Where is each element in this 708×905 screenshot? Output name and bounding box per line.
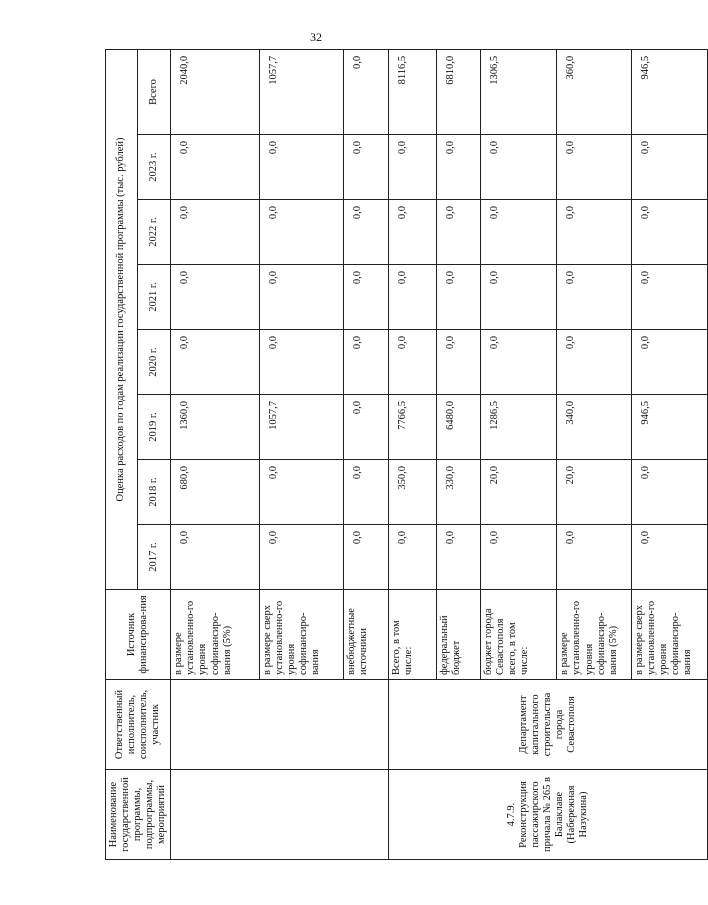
source-cell: внебюджетные источники <box>344 590 388 680</box>
header-year: 2019 г. <box>137 395 171 460</box>
total-cell: 360,0 <box>557 49 631 134</box>
value-cell: 0,0 <box>388 135 436 200</box>
value-cell: 0,0 <box>388 330 436 395</box>
header-year: 2017 г. <box>137 525 171 590</box>
value-cell: 0,0 <box>436 330 480 395</box>
value-cell: 0,0 <box>259 135 343 200</box>
source-cell: бюджет города Севастополя всего, в том числе: <box>481 590 557 680</box>
value-cell: 0,0 <box>344 200 388 265</box>
value-cell: 0,0 <box>171 525 259 590</box>
header-year: 2023 г. <box>137 135 171 200</box>
value-cell: 0,0 <box>481 135 557 200</box>
value-cell: 0,0 <box>259 460 343 525</box>
header-executor: Ответственный исполнитель, соисполнитель, участник <box>106 680 171 770</box>
executor-cell-continued <box>171 680 388 770</box>
header-name: Наименование государственной программы, подпрограммы, мероприятий <box>106 770 171 860</box>
value-cell: 1286,5 <box>481 395 557 460</box>
value-cell: 0,0 <box>344 395 388 460</box>
value-cell: 0,0 <box>557 525 631 590</box>
value-cell: 7766,5 <box>388 395 436 460</box>
name-cell-continued <box>171 770 388 860</box>
value-cell: 0,0 <box>171 135 259 200</box>
value-cell: 0,0 <box>388 200 436 265</box>
value-cell: 680,0 <box>171 460 259 525</box>
source-cell: в размере установленно-го уровня софинансиро-вания (5%) <box>171 590 259 680</box>
value-cell: 0,0 <box>436 265 480 330</box>
value-cell: 0,0 <box>481 265 557 330</box>
table-row <box>171 49 259 859</box>
value-cell: 0,0 <box>344 460 388 525</box>
source-cell: в размере сверх установленно-го уровня софинансиро-вания <box>259 590 343 680</box>
value-cell: 0,0 <box>388 525 436 590</box>
value-cell: 0,0 <box>631 200 707 265</box>
value-cell: 0,0 <box>481 330 557 395</box>
value-cell: 0,0 <box>557 135 631 200</box>
header-year: 2021 г. <box>137 265 171 330</box>
value-cell: 0,0 <box>259 330 343 395</box>
value-cell: 0,0 <box>344 330 388 395</box>
total-cell: 946,5 <box>631 49 707 134</box>
header-source: Источник финансирова-ния <box>106 590 171 680</box>
value-cell: 0,0 <box>259 200 343 265</box>
value-cell: 6480,0 <box>436 395 480 460</box>
value-cell: 0,0 <box>631 525 707 590</box>
value-cell: 0,0 <box>557 200 631 265</box>
table-row <box>388 49 436 859</box>
value-cell: 0,0 <box>436 135 480 200</box>
project-name: 4.7.9. Реконструкция пассажирского причала № 265 в Балаклаве (Набережная Назукина) <box>388 770 708 860</box>
total-cell: 1057,7 <box>259 49 343 134</box>
source-cell: федеральный бюджет <box>436 590 480 680</box>
header-total: Всего <box>137 49 171 134</box>
value-cell: 20,0 <box>481 460 557 525</box>
header-year: 2022 г. <box>137 200 171 265</box>
source-cell: в размере сверх установленно-го уровня софинансиро-вания <box>631 590 707 680</box>
value-cell: 0,0 <box>171 200 259 265</box>
value-cell: 0,0 <box>344 265 388 330</box>
total-cell: 8116,5 <box>388 49 436 134</box>
value-cell: 0,0 <box>481 200 557 265</box>
value-cell: 0,0 <box>171 330 259 395</box>
page-number: 32 <box>310 30 322 44</box>
value-cell: 0,0 <box>481 525 557 590</box>
value-cell: 0,0 <box>259 525 343 590</box>
value-cell: 350,0 <box>388 460 436 525</box>
total-cell: 0,0 <box>344 49 388 134</box>
value-cell: 0,0 <box>557 330 631 395</box>
value-cell: 946,5 <box>631 395 707 460</box>
value-cell: 0,0 <box>344 525 388 590</box>
value-cell: 0,0 <box>388 265 436 330</box>
project-executor: Департамент капитального строительства города Севастополя <box>388 680 708 770</box>
header-year: 2018 г. <box>137 460 171 525</box>
value-cell: 0,0 <box>344 135 388 200</box>
value-cell: 330,0 <box>436 460 480 525</box>
value-cell: 0,0 <box>259 265 343 330</box>
value-cell: 0,0 <box>631 265 707 330</box>
value-cell: 0,0 <box>171 265 259 330</box>
value-cell: 1057,7 <box>259 395 343 460</box>
header-estimate: Оценка расходов по годам реализации государственной программы (тыс. рублей) <box>106 49 138 589</box>
source-cell: Всего, в том числе: <box>388 590 436 680</box>
value-cell: 0,0 <box>631 330 707 395</box>
rotated-table-wrapper <box>105 50 705 860</box>
header-year: 2020 г. <box>137 330 171 395</box>
value-cell: 0,0 <box>631 135 707 200</box>
total-cell: 6810,0 <box>436 49 480 134</box>
value-cell: 20,0 <box>557 460 631 525</box>
total-cell: 2040,0 <box>171 49 259 134</box>
value-cell: 0,0 <box>436 525 480 590</box>
value-cell: 1360,0 <box>171 395 259 460</box>
value-cell: 0,0 <box>631 460 707 525</box>
budget-table <box>105 49 708 860</box>
total-cell: 1306,5 <box>481 49 557 134</box>
source-cell: в размере установленно-го уровня софинансиро-вания (5%) <box>557 590 631 680</box>
value-cell: 0,0 <box>557 265 631 330</box>
value-cell: 0,0 <box>436 200 480 265</box>
value-cell: 340,0 <box>557 395 631 460</box>
